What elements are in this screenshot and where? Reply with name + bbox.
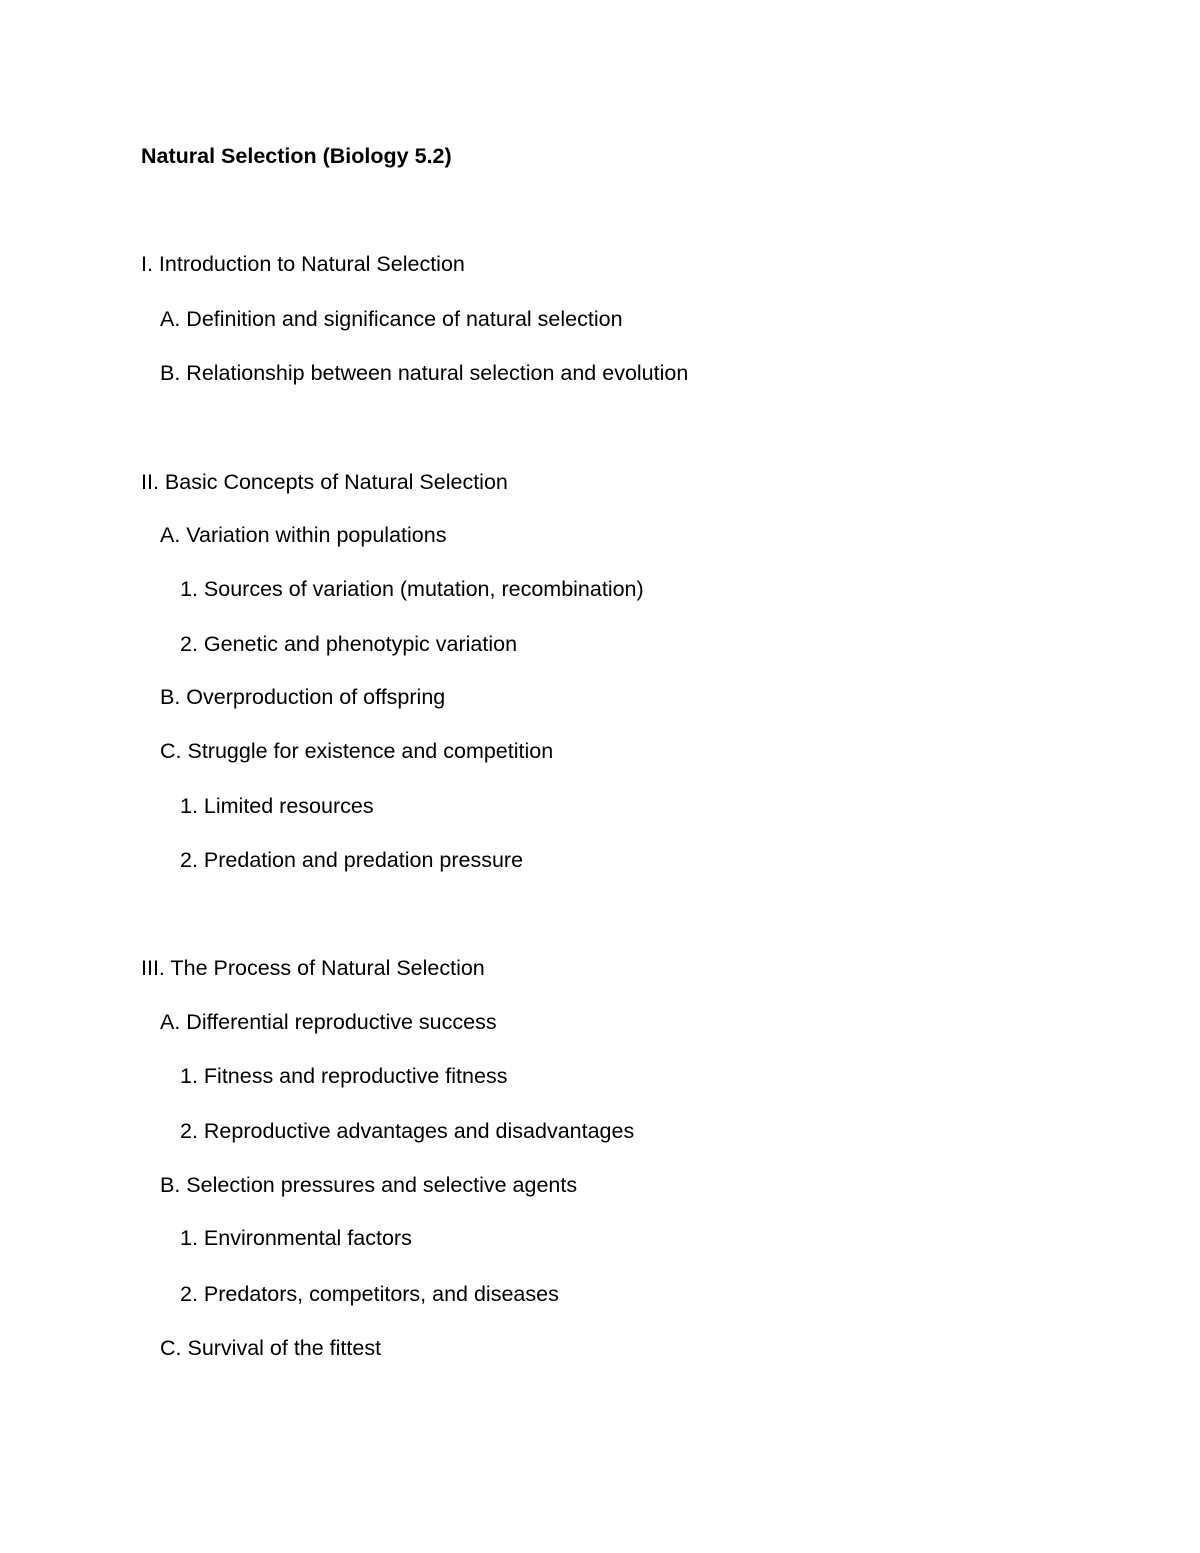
section-heading-3: III. The Process of Natural Selection — [141, 956, 485, 980]
outline-subitem: 1. Limited resources — [180, 794, 374, 818]
outline-subitem: 1. Environmental factors — [180, 1226, 412, 1250]
outline-subitem: 1. Sources of variation (mutation, recombination) — [180, 577, 644, 601]
outline-subitem: 2. Predators, competitors, and diseases — [180, 1282, 559, 1306]
outline-subitem: 1. Fitness and reproductive fitness — [180, 1064, 508, 1088]
outline-item: B. Selection pressures and selective agents — [160, 1173, 578, 1197]
section-heading-2: II. Basic Concepts of Natural Selection — [141, 470, 508, 494]
document-title: Natural Selection (Biology 5.2) — [141, 144, 452, 168]
outline-subitem: 2. Predation and predation pressure — [180, 848, 524, 872]
outline-subitem: 2. Genetic and phenotypic variation — [180, 632, 518, 656]
outline-item: A. Differential reproductive success — [160, 1010, 497, 1034]
outline-item: A. Definition and significance of natural selection — [160, 307, 623, 331]
section-heading-1: I. Introduction to Natural Selection — [141, 252, 465, 276]
outline-item: B. Overproduction of offspring — [160, 685, 446, 709]
outline-item: C. Survival of the fittest — [160, 1336, 382, 1360]
outline-item: C. Struggle for existence and competition — [160, 739, 554, 763]
outline-item: A. Variation within populations — [160, 523, 447, 547]
outline-item: B. Relationship between natural selection and evolution — [160, 361, 689, 385]
outline-subitem: 2. Reproductive advantages and disadvantages — [180, 1119, 635, 1143]
